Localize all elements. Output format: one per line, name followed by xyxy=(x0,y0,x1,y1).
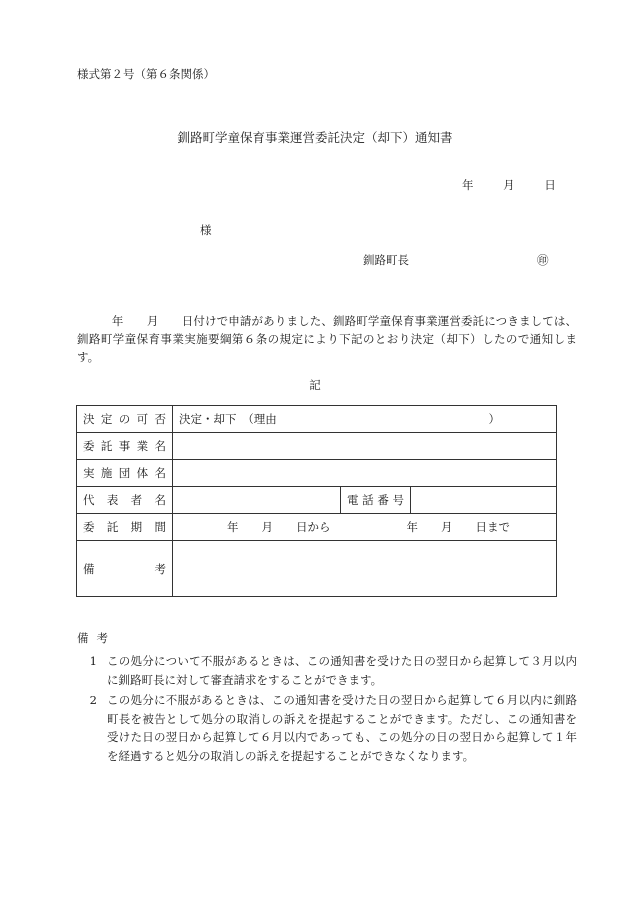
rep-label: 代表者名 xyxy=(77,487,173,514)
note-text: この処分について不服があるときは、この通知書を受けた日の翌日から起算して３月以内に釧路町長に対して審査請求をすることができます。 xyxy=(107,654,577,687)
period-to: 年 月 日まで xyxy=(406,520,510,534)
remarks-value-cell xyxy=(173,541,557,597)
org-value-cell xyxy=(173,460,557,487)
period-value-cell xyxy=(173,514,557,541)
list-item xyxy=(77,652,577,689)
notes-list xyxy=(77,652,577,767)
seal-mark: ㊞ xyxy=(537,253,549,267)
business-value-cell xyxy=(173,433,557,460)
rep-value-cell xyxy=(173,487,341,514)
sender-name: 釧路町長 xyxy=(363,253,409,267)
phone-label: 電話番号 xyxy=(341,487,411,514)
table-row xyxy=(77,460,557,487)
note-number: 2 xyxy=(89,693,97,707)
decision-value: 決定・却下 （理由 xyxy=(179,412,277,426)
decision-label: 決定の可否 xyxy=(77,406,173,433)
table-row xyxy=(77,514,557,541)
decision-table xyxy=(76,405,557,597)
ki-heading: 記 xyxy=(309,378,321,392)
notes-heading: 備考 xyxy=(77,631,116,645)
form-number: 様式第２号（第６条関係） xyxy=(77,67,215,81)
remarks-label: 備考 xyxy=(77,541,173,597)
body-text: 年 月 日付けで申請がありました、釧路町学童保育事業運営委託につきましては、釧路町学童保育事業実施要綱第６条の規定により下記のとおり決定（却下）したので通知します。 xyxy=(77,314,577,364)
decision-close-paren: ） xyxy=(488,412,500,426)
addressee-suffix: 様 xyxy=(200,223,212,237)
date-day: 日 xyxy=(544,178,556,192)
date-month: 月 xyxy=(503,178,515,192)
table-row xyxy=(77,406,557,433)
table-row xyxy=(77,541,557,597)
phone-value-cell xyxy=(411,487,557,514)
list-item xyxy=(77,691,577,765)
business-label: 委託事業名 xyxy=(77,433,173,460)
date-year: 年 xyxy=(462,178,474,192)
date-line xyxy=(462,177,556,193)
note-number: 1 xyxy=(89,654,97,668)
org-label: 実施団体名 xyxy=(77,460,173,487)
period-label: 委託期間 xyxy=(77,514,173,541)
table-row xyxy=(77,487,557,514)
period-from: 年 月 日から xyxy=(227,520,331,534)
decision-value-cell xyxy=(173,406,557,433)
note-text: この処分に不服があるときは、この通知書を受けた日の翌日から起算して６月以内に釧路町長を被告として処分の取消しの訴えを提起することができます。ただし、この通知書を受けた日の翌日から起算して６月以内であっても、この処分の日の翌日から起算して１年を経過すると処分の取消しの訴えを提起することができなくなります。 xyxy=(107,693,577,763)
table-row xyxy=(77,433,557,460)
document-title: 釧路町学童保育事業運営委託決定（却下）通知書 xyxy=(177,130,453,145)
